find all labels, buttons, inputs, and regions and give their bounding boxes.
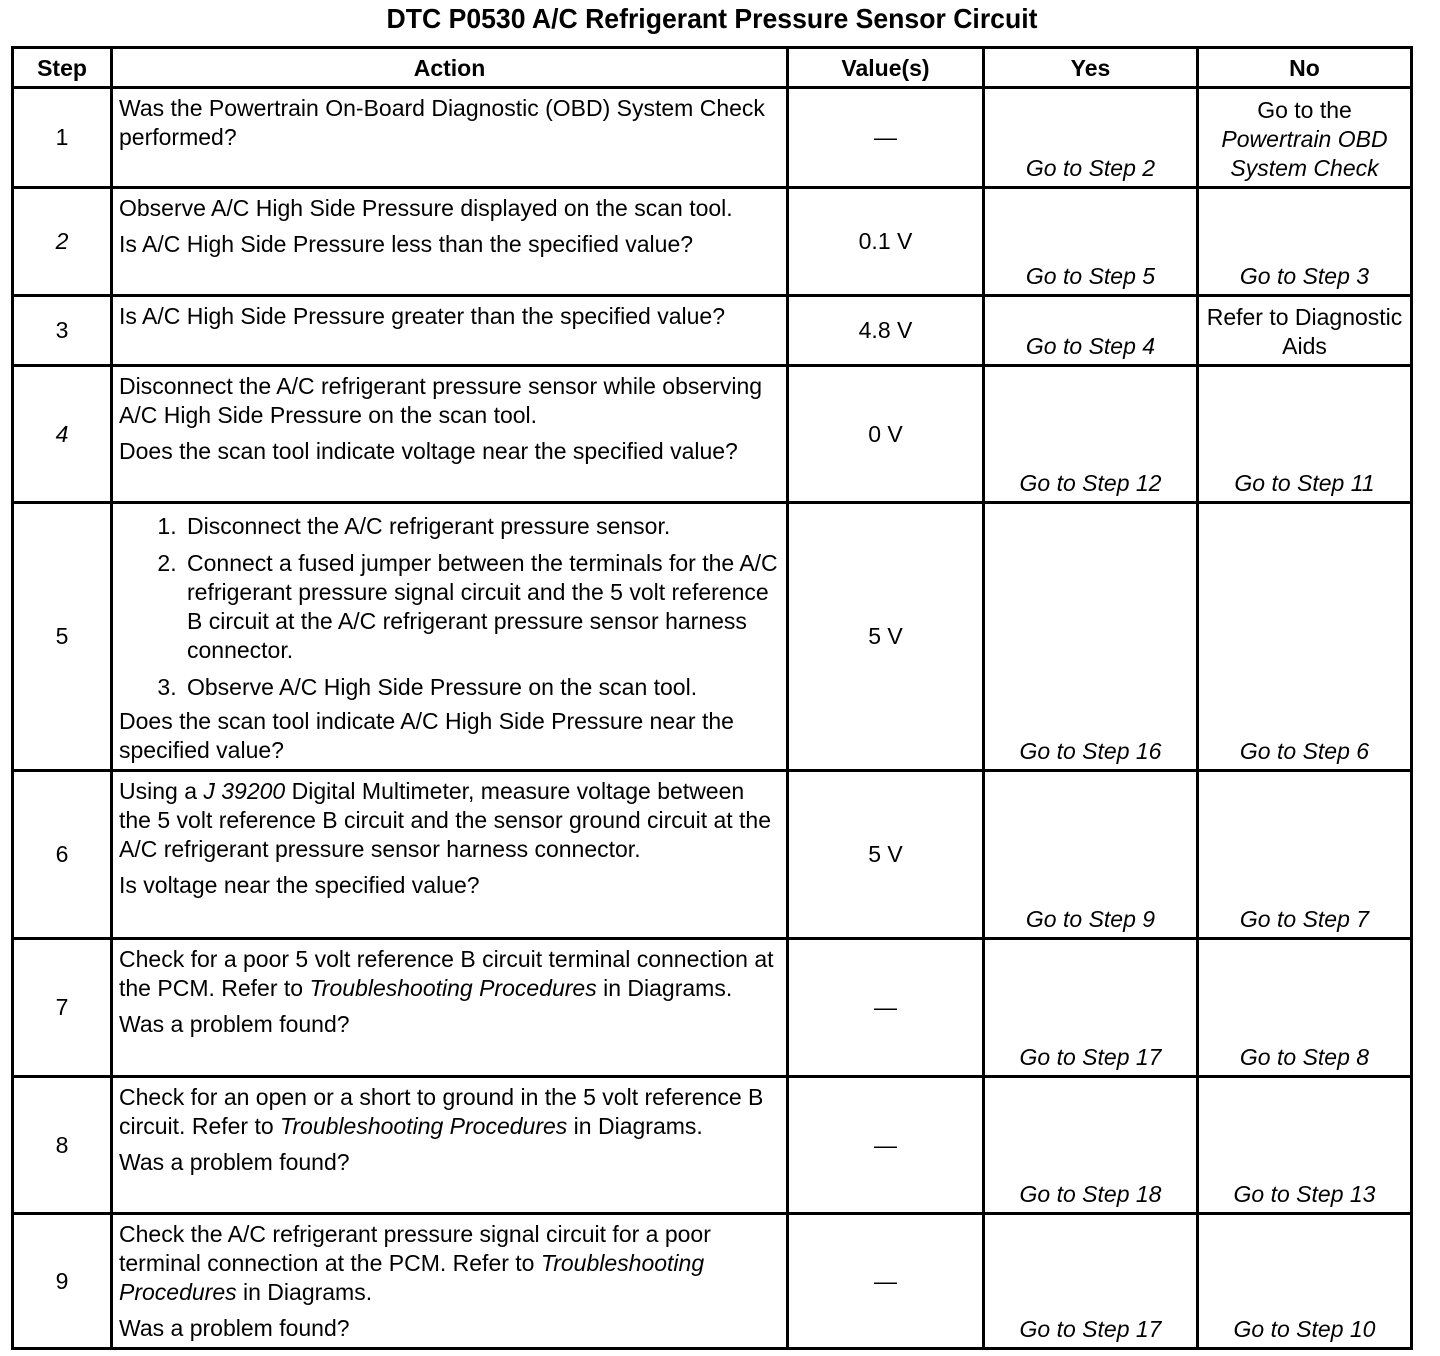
action-cell [112,771,788,939]
table-row [13,88,1412,188]
table-row [13,1214,1412,1349]
no-cell: Go to Step 11 [1198,366,1412,503]
step-number: 3 [13,296,112,366]
no-cell: Go to Step 3 [1198,188,1412,296]
action-text [119,945,780,1003]
action-cell [112,1214,788,1349]
header-row [13,48,1412,88]
no-cell [1198,88,1412,188]
action-question: Is voltage near the specified value? [119,872,480,898]
table-row [13,188,1412,296]
no-cell: Go to Step 8 [1198,939,1412,1077]
value-cell: 5 V [788,771,984,939]
tool-name: J 39200 [203,778,286,804]
header-no: No [1198,48,1412,88]
yes-cell: Go to Step 17 [984,939,1198,1077]
step-number: 2 [13,188,112,296]
header-action: Action [112,48,788,88]
action-cell [112,503,788,771]
reference-link: Troubleshooting Procedures [119,1250,705,1305]
action-text: Is A/C High Side Pressure greater than the specified value? [119,303,726,329]
action-text-start: Check for an open or a short to ground in the 5 volt reference B circuit. Refer to [119,1084,764,1139]
reference-link: Troubleshooting Procedures [309,975,597,1001]
value-cell: 0 V [788,366,984,503]
table-row [13,366,1412,503]
no-cell: Go to Step 6 [1198,503,1412,771]
substep-item: 1. Disconnect the A/C refrigerant pressure sensor. [183,512,780,541]
action-cell [112,1077,788,1214]
action-text-start: Check the A/C refrigerant pressure signal circuit for a poor terminal connection at the PCM. Refer to [119,1221,711,1276]
yes-cell: Go to Step 4 [984,296,1198,366]
table-row [13,296,1412,366]
value-cell: — [788,1077,984,1214]
action-cell [112,939,788,1077]
no-cell: Go to Step 10 [1198,1214,1412,1349]
yes-cell: Go to Step 12 [984,366,1198,503]
value-cell: 5 V [788,503,984,771]
action-text [119,777,780,864]
value-cell: — [788,88,984,188]
yes-cell: Go to Step 2 [984,88,1198,188]
yes-cell: Go to Step 9 [984,771,1198,939]
action-text-start: Using a [119,778,204,804]
yes-cell: Go to Step 18 [984,1077,1198,1214]
action-text-end: in Diagrams. [236,1279,373,1305]
action-text-end: Digital Multimeter, measure voltage between the 5 volt reference B circuit and the sensor ground circuit at the A/C refrigerant pressure sensor harness connector. [119,778,772,862]
no-cell: Go to Step 7 [1198,771,1412,939]
action-text [119,1220,780,1307]
table-row [13,939,1412,1077]
action-question: Does the scan tool indicate voltage near the specified value? [119,438,738,464]
yes-cell: Go to Step 5 [984,188,1198,296]
value-cell: — [788,1214,984,1349]
action-text: Disconnect the A/C refrigerant pressure sensor while observing A/C High Side Pressure on the scan tool. [119,373,763,428]
no-reference: Powertrain OBD System Check [1221,126,1388,181]
action-cell [112,366,788,503]
diagnostic-table [11,46,1413,1350]
header-values: Value(s) [788,48,984,88]
substep-item: 3. Observe A/C High Side Pressure on the scan tool. [183,673,780,702]
action-text-start: Check for a poor 5 volt reference B circuit terminal connection at the PCM. Refer to [119,946,774,1001]
no-cell: Go to Step 13 [1198,1077,1412,1214]
header-yes: Yes [984,48,1198,88]
table-row [13,771,1412,939]
action-text-end: in Diagrams. [567,1113,703,1139]
action-cell [112,88,788,188]
step-number: 7 [13,939,112,1077]
action-cell [112,188,788,296]
table-row [13,503,1412,771]
action-text [119,1083,780,1141]
value-cell: 4.8 V [788,296,984,366]
action-question: Was a problem found? [119,1011,350,1037]
action-text: Was the Powertrain On-Board Diagnostic (OBD) System Check performed? [119,95,765,150]
step-number: 5 [13,503,112,771]
step-number: 4 [13,366,112,503]
yes-cell: Go to Step 16 [984,503,1198,771]
step-number: 1 [13,88,112,188]
page-title: DTC P0530 A/C Refrigerant Pressure Sensor Circuit [386,3,1038,34]
value-cell: — [788,939,984,1077]
action-question: Was a problem found? [119,1149,350,1175]
table-row [13,1077,1412,1214]
action-question: Was a problem found? [119,1315,350,1341]
action-text-end: in Diagrams. [596,975,733,1001]
step-number: 8 [13,1077,112,1214]
action-question: Is A/C High Side Pressure less than the specified value? [119,231,694,257]
action-cell [112,296,788,366]
substep-item: 2. Connect a fused jumper between the terminals for the A/C refrigerant pressure signal circuit and the 5 volt reference B circuit at the A/C refrigerant pressure sensor harness connector. [183,549,780,665]
no-text: Go to the [1257,97,1352,123]
value-cell: 0.1 V [788,188,984,296]
yes-cell: Go to Step 17 [984,1214,1198,1349]
step-number: 6 [13,771,112,939]
action-question: Does the scan tool indicate A/C High Side Pressure near the specified value? [119,708,734,763]
substep-list [119,512,780,702]
no-cell: Refer to Diagnostic Aids [1198,296,1412,366]
step-number: 9 [13,1214,112,1349]
action-text: Observe A/C High Side Pressure displayed on the scan tool. [119,195,733,221]
reference-link: Troubleshooting Procedures [280,1113,568,1139]
header-step: Step [13,48,112,88]
